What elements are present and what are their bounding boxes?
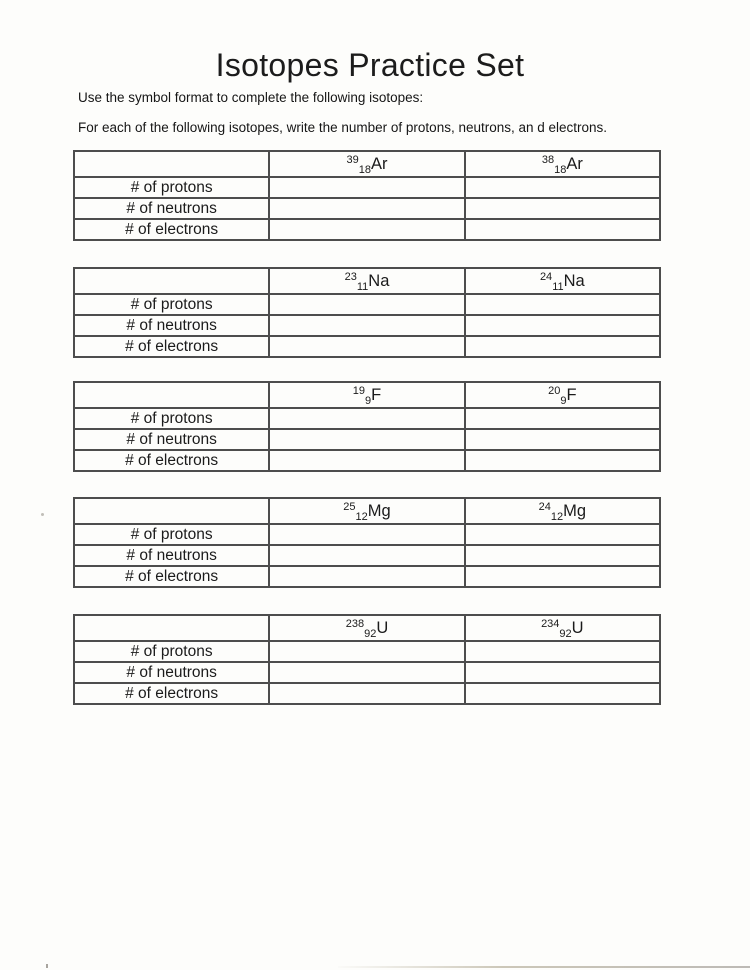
row-label-neutrons: # of neutrons: [74, 662, 269, 683]
row-label-neutrons: # of neutrons: [74, 198, 269, 219]
answer-cell: [465, 177, 660, 198]
answer-cell: [269, 545, 464, 566]
answer-cell: [465, 545, 660, 566]
mass-number: 234: [541, 617, 560, 630]
row-label-protons: # of protons: [74, 641, 269, 662]
mass-number: 24: [539, 270, 553, 283]
page-title: Isotopes Practice Set: [215, 47, 525, 83]
answer-cell: [269, 566, 464, 587]
empty-corner-cell: [74, 615, 269, 641]
empty-corner-cell: [74, 498, 269, 524]
answer-cell: [465, 294, 660, 315]
answer-cell: [269, 641, 464, 662]
element-symbol: Mg: [563, 501, 587, 520]
answer-cell: [269, 683, 464, 704]
atomic-number: 12: [355, 510, 368, 523]
isotope-header: [269, 382, 464, 408]
row-label-electrons: # of electrons: [74, 566, 269, 587]
answer-cell: [465, 566, 660, 587]
isotope-table-sodium: [73, 267, 661, 358]
row-label-protons: # of protons: [74, 408, 269, 429]
answer-cell: [269, 315, 464, 336]
row-label-neutrons: # of neutrons: [74, 429, 269, 450]
atomic-number: 92: [364, 627, 377, 640]
atomic-number: 92: [559, 627, 572, 640]
isotope-table-argon: [73, 150, 661, 241]
atomic-number: 9: [365, 394, 372, 407]
empty-corner-cell: [74, 268, 269, 294]
row-label-protons: # of protons: [74, 524, 269, 545]
isotope-table-uranium: [73, 614, 661, 705]
mass-number: 19: [352, 384, 365, 397]
mass-number: 25: [343, 500, 356, 513]
isotope-header: [269, 498, 464, 524]
scan-artifact-dot: [41, 513, 44, 516]
answer-cell: [465, 524, 660, 545]
element-symbol: Na: [368, 271, 390, 290]
isotope-header: [465, 498, 660, 524]
scan-artifact-speck: [46, 964, 48, 968]
isotope-header: [465, 151, 660, 177]
isotope-header: [465, 268, 660, 294]
answer-cell: [465, 219, 660, 240]
answer-cell: [465, 683, 660, 704]
answer-cell: [269, 524, 464, 545]
row-label-electrons: # of electrons: [74, 219, 269, 240]
element-symbol: Ar: [370, 154, 388, 173]
row-label-protons: # of protons: [74, 294, 269, 315]
isotope-header: [465, 382, 660, 408]
mass-number: 39: [346, 153, 359, 166]
isotope-table-magnesium: [73, 497, 661, 588]
row-label-electrons: # of electrons: [74, 683, 269, 704]
mass-number: 23: [344, 270, 357, 283]
isotope-header: [269, 151, 464, 177]
answer-cell: [465, 336, 660, 357]
answer-cell: [465, 450, 660, 471]
element-symbol: U: [376, 618, 389, 637]
answer-cell: [465, 408, 660, 429]
atomic-number: 18: [358, 163, 371, 176]
mass-number: 20: [548, 384, 561, 397]
empty-corner-cell: [74, 151, 269, 177]
element-symbol: U: [571, 618, 584, 637]
answer-cell: [269, 429, 464, 450]
instruction-line-1: Use the symbol format to complete the following isotopes:: [78, 90, 424, 105]
row-label-neutrons: # of neutrons: [74, 315, 269, 336]
isotope-header: [269, 268, 464, 294]
element-symbol: F: [371, 385, 382, 404]
row-label-electrons: # of electrons: [74, 336, 269, 357]
answer-cell: [465, 662, 660, 683]
element-symbol: Ar: [566, 154, 583, 173]
answer-cell: [269, 177, 464, 198]
atomic-number: 9: [560, 394, 567, 407]
empty-corner-cell: [74, 382, 269, 408]
mass-number: 38: [541, 153, 555, 166]
answer-cell: [269, 198, 464, 219]
scan-artifact-bottom-line: [338, 966, 750, 968]
answer-cell: [269, 336, 464, 357]
answer-cell: [465, 315, 660, 336]
row-label-protons: # of protons: [74, 177, 269, 198]
answer-cell: [269, 662, 464, 683]
mass-number: 24: [538, 500, 551, 513]
atomic-number: 18: [554, 163, 567, 176]
atomic-number: 11: [552, 280, 564, 293]
row-label-electrons: # of electrons: [74, 450, 269, 471]
mass-number: 238: [345, 617, 365, 630]
answer-cell: [269, 294, 464, 315]
row-label-neutrons: # of neutrons: [74, 545, 269, 566]
element-symbol: F: [566, 385, 577, 404]
instruction-line-2: For each of the following isotopes, write the number of protons, neutrons, an d electrons.: [78, 120, 608, 135]
atomic-number: 11: [356, 280, 369, 293]
element-symbol: Mg: [367, 501, 391, 520]
isotope-header: [269, 615, 464, 641]
answer-cell: [465, 429, 660, 450]
element-symbol: Na: [563, 271, 585, 290]
answer-cell: [465, 641, 660, 662]
answer-cell: [269, 450, 464, 471]
atomic-number: 12: [550, 510, 564, 523]
isotope-header: [465, 615, 660, 641]
answer-cell: [269, 219, 464, 240]
answer-cell: [269, 408, 464, 429]
answer-cell: [465, 198, 660, 219]
isotope-table-fluorine: [73, 381, 661, 472]
